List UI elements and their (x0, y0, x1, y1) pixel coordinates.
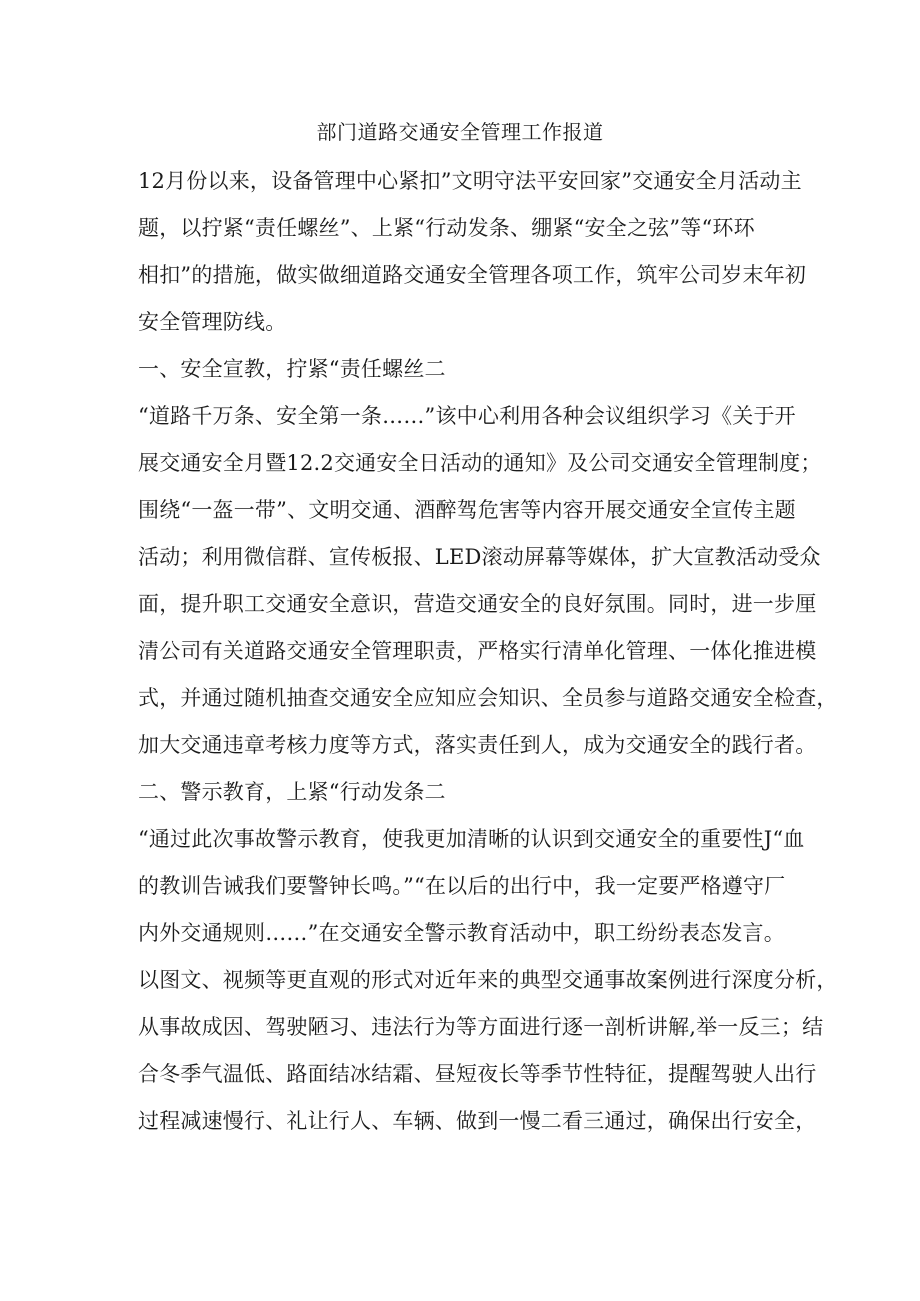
body-line: 安全管理防线。 (138, 310, 287, 334)
document-body (138, 158, 838, 1145)
body-line: “通过此次事故警示教育，使我更加清晰的认识到交通安全的重要性J“血 (138, 827, 805, 851)
body-line: 清公司有关道路交通安全管理职责，严格实行清单化管理、一体化推进模 (138, 639, 817, 663)
body-line: 加大交通违章考核力度等方式，落实责任到人，成为交通安全的践行者。 (138, 733, 817, 757)
body-line: 相扣”的措施，做实做细道路交通安全管理各项工作，筑牢公司岁末年初 (138, 263, 807, 287)
body-line: 题，以拧紧“责任螺丝”、上紧“行动发条、绷紧“安全之弦”等“环环 (138, 216, 755, 240)
body-line: 过程减速慢行、礼让行人、车辆、做到一慢二看三通过，确保出行安全， (138, 1109, 817, 1133)
body-line: 活动；利用微信群、宣传板报、LED滚动屏幕等媒体，扩大宣教活动受众 (138, 545, 821, 569)
body-line: 内外交通规则……”在交通安全警示教育活动中，职工纷纷表态发言。 (138, 921, 785, 945)
section-heading-2: 二、警示教育，上紧“行动发条二 (138, 780, 446, 804)
body-line: 12月份以来，设备管理中心紧扣”文明守法平安回家”交通安全月活动主 (138, 169, 802, 193)
body-line: 以图文、视频等更直观的形式对近年来的典型交通事故案例进行深度分析， (138, 968, 838, 992)
body-line: 展交通安全月暨12.2交通安全日活动的通知》及公司交通安全管理制度； (138, 451, 822, 475)
body-line: 合冬季气温低、路面结冰结霜、昼短夜长等季节性特征，提醒驾驶人出行 (138, 1062, 817, 1086)
body-line: 面，提升职工交通安全意识，营造交通安全的良好氛围。同时，进一步厘 (138, 592, 817, 616)
section-heading-1: 一、安全宣教，拧紧“责任螺丝二 (138, 357, 446, 381)
body-line: 式，并通过随机抽查交通安全应知应会知识、全员参与道路交通安全检查， (138, 686, 838, 710)
body-line: “道路千万条、安全第一条……”该中心利用各种会议组织学习《关于开 (138, 404, 796, 428)
body-line: 从事故成因、驾驶陋习、违法行为等方面进行逐一剖析讲解,举一反三；结 (138, 1015, 824, 1039)
body-line: 的教训告诫我们要警钟长鸣。”“在以后的出行中，我一定要严格遵守厂 (138, 874, 786, 898)
document-title: 部门道路交通安全管理工作报道 (316, 120, 604, 144)
body-line: 围绕“一盔一带”、文明交通、酒醉驾危害等内容开展交通安全宣传主题 (138, 498, 796, 522)
